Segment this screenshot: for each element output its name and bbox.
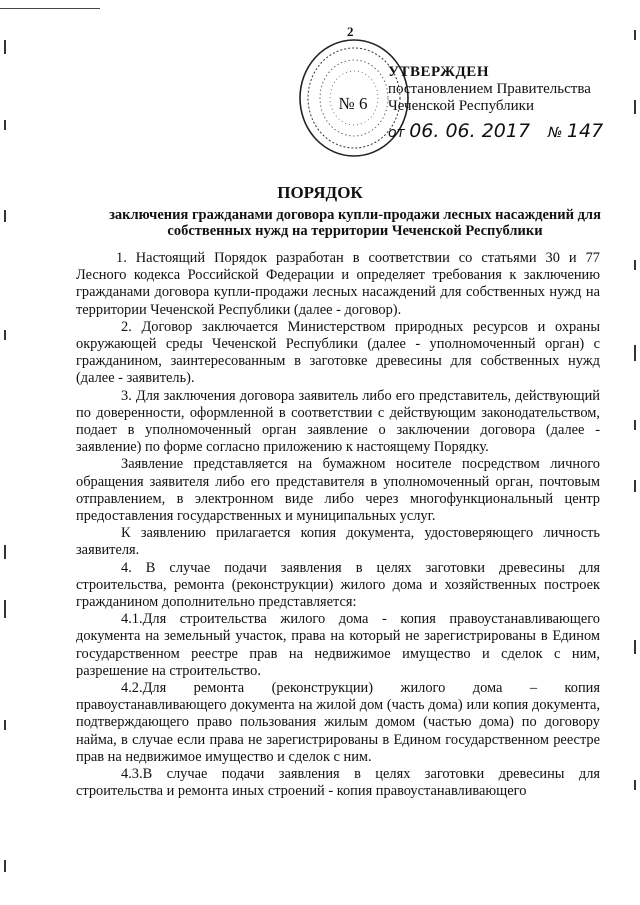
document-body [76,250,600,801]
paragraph-4: 4. В случае подачи заявления в целях заготовки древесины для строительства, ремонта (реконструкции) жилого дома и хозяйственных построек гражданином дополнительно представляется: [76,559,600,611]
approval-block [388,64,603,142]
approval-decree-line: постановлением Правительства [388,81,591,97]
left-scan-marks [4,0,6,905]
paragraph-4-2: 4.2.Для ремонта (реконструкции) жилого дома – копия правоустанавливающего документа на жилой дом (часть дома) или копия документа, подтверждающего право пользования жилым домом (частью дома) по договору найма, в случае если права не зарегистрированы в Едином государственном реестре прав на недвижимое имущество и сделок с ним. [76,680,600,765]
page-number: 2 [347,24,354,39]
paragraph-4-3: 4.3.В случае подачи заявления в целях заготовки древесины для строительства и ремонта иных строений - копия правоустанавливающего [76,766,600,800]
date-prefix: от [388,125,405,141]
document-title: ПОРЯДОК [277,183,363,202]
right-scan-marks [634,0,636,905]
approval-heading: УТВЕРЖДЕН [388,64,489,80]
top-rule [0,8,100,9]
paragraph-2: 2. Договор заключается Министерством природных ресурсов и охраны окружающей среды Чеченской Республики (далее - уполномоченный орган) с гражданином, заинтересованным в заготовке древесины для собственных нужд (далее - заявитель). [76,318,600,387]
paragraph-1: 1. Настоящий Порядок разработан в соответствии со статьями 30 и 77 Лесного кодекса Российской Федерации и определяет требования к заключению гражданами договора купли-продажи лесных насаждений для собственных нужд на территории Чеченской Республики (далее - договор). [76,250,600,318]
document-subtitle: заключения гражданами договора купли-продажи лесных насаждений для собственных нужд на территории Чеченской Республики [109,207,601,239]
paragraph-3: 3. Для заключения договора заявитель либо его представитель, действующий по доверенности, оформленной в соответствии с действующим законодательством, подает в уполномоченный орган заявление о заключении договора (далее - заявление) по форме согласно приложению к настоящему Порядку. [76,387,600,456]
paragraph-4-1: 4.1.Для строительства жилого дома - копия правоустанавливающего документа на земельный участок, права на который не зарегистрированы в Едином государственном реестре прав на недвижимое имущество и сделок с ним, разрешение на строительство. [76,611,600,679]
number-prefix: № [547,125,563,141]
date-value: 06. 06. 2017 [409,120,531,142]
approval-date-line [388,120,604,142]
number-value: 147 [566,120,604,142]
seal-number: № 6 [338,94,368,113]
approval-region-line: Чеченской Республики [388,98,534,114]
paragraph-3-attachment: К заявлению прилагается копия документа, удостоверяющего личность заявителя. [76,525,600,559]
paragraph-3-submission: Заявление представляется на бумажном носителе посредством личного обращения заявителя либо его представителя в уполномоченный орган, почтовым отправлением, в электронном виде либо через многофункциональный центр предоставления государственных и муниципальных услуг. [76,456,600,525]
